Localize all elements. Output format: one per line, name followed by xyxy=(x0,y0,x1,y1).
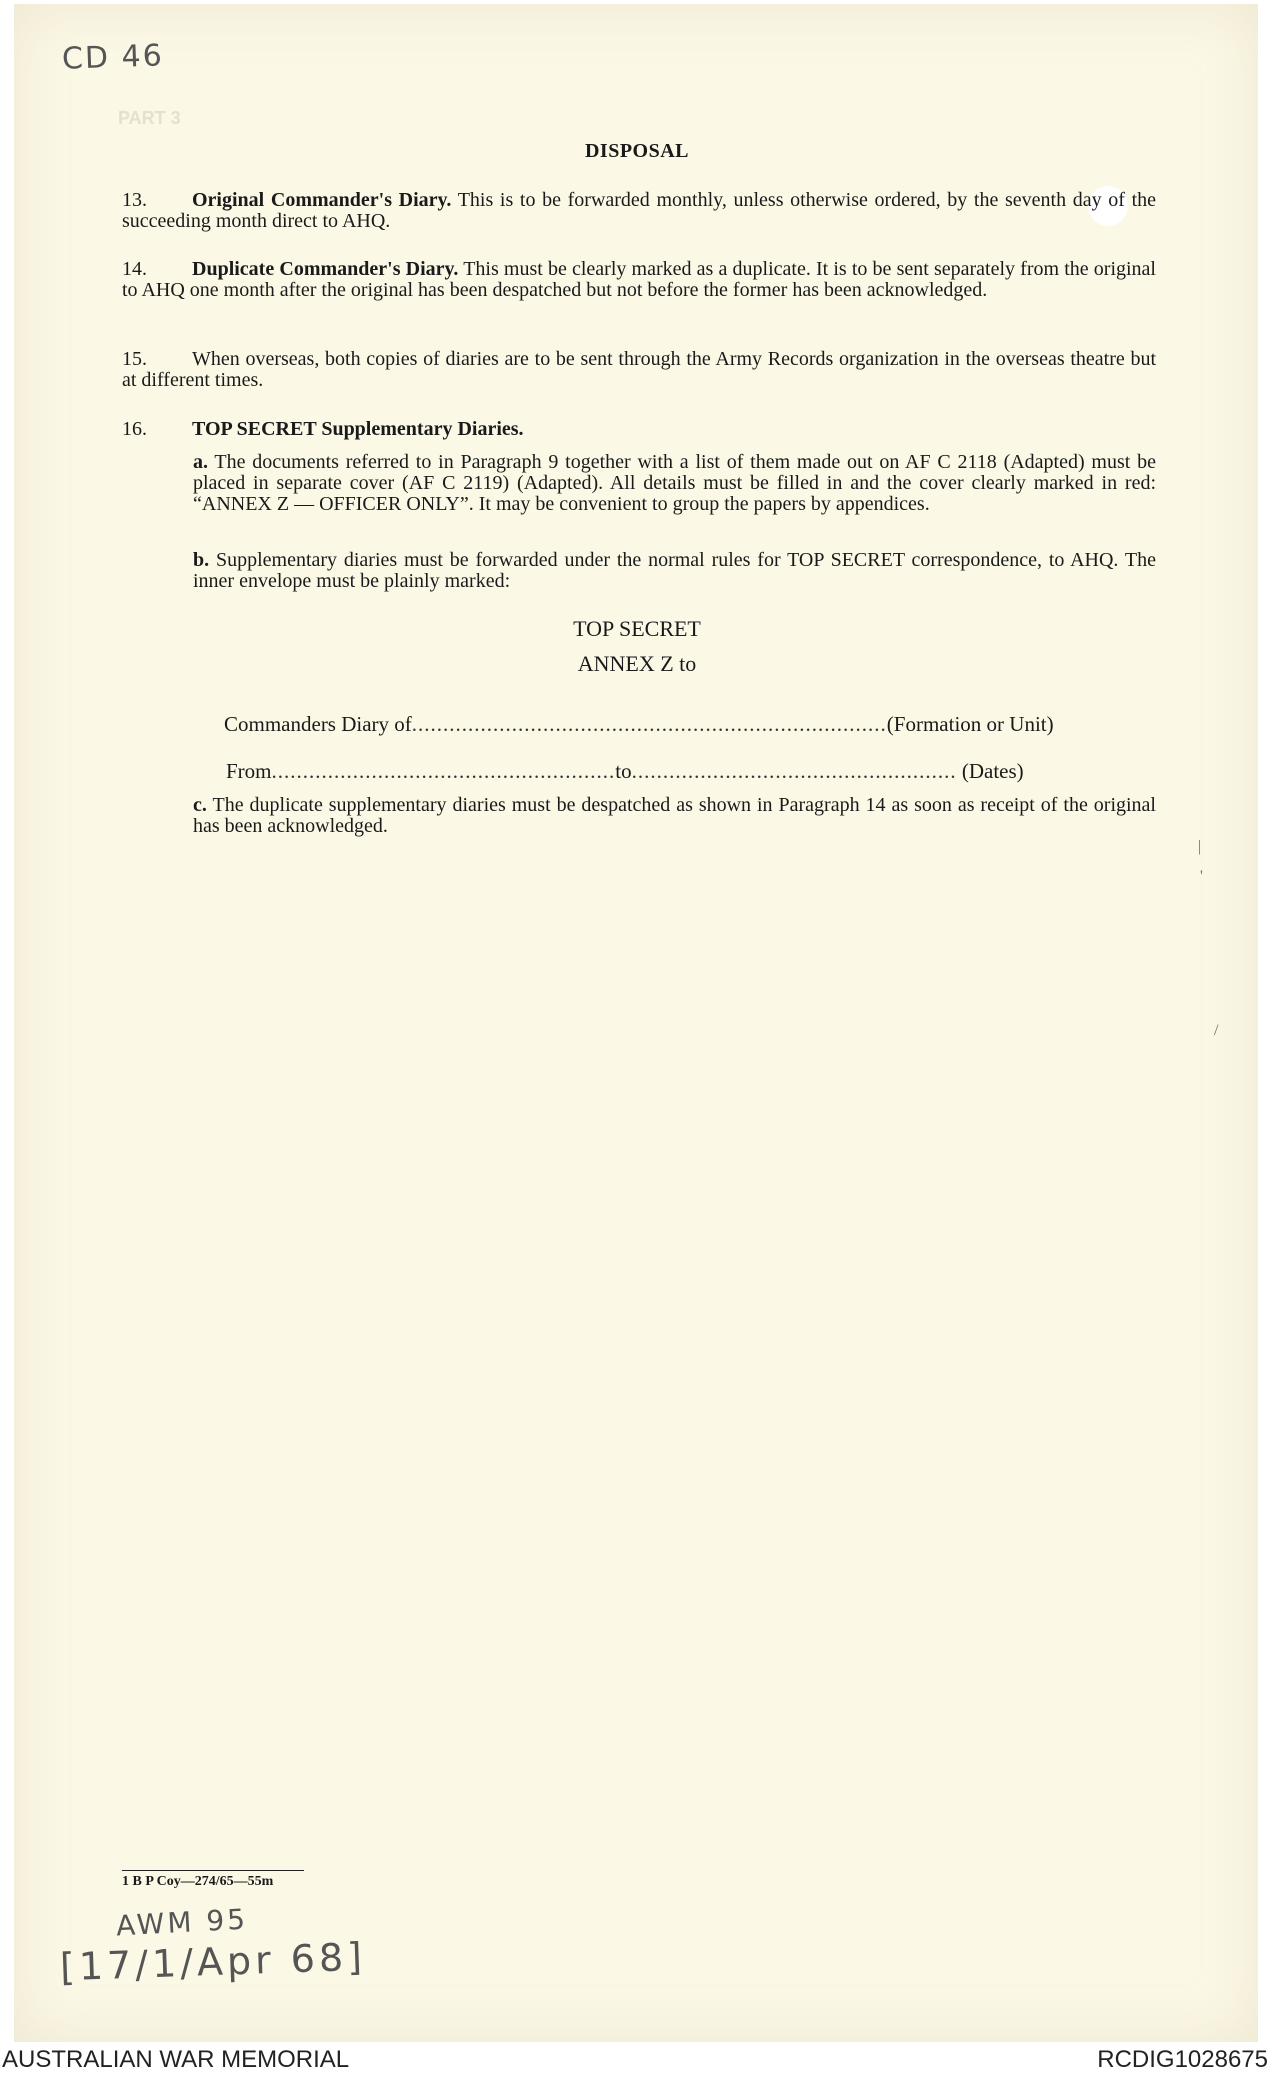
archive-name: AUSTRALIAN WAR MEMORIAL xyxy=(2,2046,350,2073)
printer-imprint: 1 B P Coy—274/65—55m xyxy=(122,1874,274,1889)
dates-line xyxy=(226,759,1024,784)
subparagraph-label: b. xyxy=(193,549,210,571)
archive-id: RCDIG1028675 xyxy=(1097,2046,1268,2073)
paragraph-heading: Duplicate Commander's Diary. xyxy=(192,258,459,280)
marking-annex-z: ANNEX Z to xyxy=(577,651,697,676)
subparagraph-text: The documents referred to in Paragraph 9 together with a list of them made out on AF C 2118 (Adapted) must be placed in separate cover (AF C 2119) (Adapted). All details must be filled in and the cover clearly marked in red: “ANNEX Z — OFFICER ONLY”. It may be convenient to group the papers by appendices. xyxy=(193,451,1156,515)
paragraph-13 xyxy=(122,190,1156,232)
subparagraph-text: The duplicate supplementary diaries must be despatched as shown in Paragraph 14 as soon as receipt of the original has been acknowledged. xyxy=(193,794,1156,837)
paragraph-text: When overseas, both copies of diaries are to be sent through the Army Records organization in the overseas theatre but at different times. xyxy=(122,348,1156,391)
paragraph-heading: TOP SECRET Supplementary Diaries. xyxy=(192,418,524,440)
paragraph-number: 16. xyxy=(122,418,147,440)
edge-tear-mark: | xyxy=(1198,838,1202,855)
paragraph-14 xyxy=(122,259,1156,301)
diary-of-label: Commanders Diary of xyxy=(224,712,412,736)
faint-header: PART 3 xyxy=(118,108,181,128)
subparagraph-label: a. xyxy=(193,451,208,473)
handwritten-item-ref: [17/1/Apr 68] xyxy=(59,1934,367,1990)
handwritten-series-ref: AWM 95 xyxy=(115,1902,249,1943)
from-blank: ....................................................... xyxy=(271,759,616,783)
paragraph-text: This is to be forwarded monthly, unless otherwise ordered, by the seventh day of the succeeding month direct to AHQ. xyxy=(122,189,1156,232)
paragraph-text: This must be clearly marked as a duplicate. It is to be sent separately from the original to AHQ one month after the original has been despatched but not before the former has been acknowledged. xyxy=(122,258,1156,301)
to-blank: .................................................... xyxy=(631,759,957,783)
paragraph-15 xyxy=(122,349,1156,391)
paragraph-number: 13. xyxy=(122,189,147,211)
section-title: DISPOSAL xyxy=(584,140,690,162)
diary-of-line xyxy=(224,712,1054,737)
marking-top-secret: TOP SECRET xyxy=(573,616,701,641)
dates-label: (Dates) xyxy=(961,759,1024,783)
from-label: From xyxy=(226,759,272,783)
edge-tear-mark: / xyxy=(1214,1022,1219,1039)
to-label: to xyxy=(615,759,632,783)
paragraph-16 xyxy=(122,418,524,441)
formation-unit-label: (Formation or Unit) xyxy=(886,712,1054,736)
paragraph-heading: Original Commander's Diary. xyxy=(192,189,452,211)
diary-of-blank: ............................................................................ xyxy=(411,712,887,736)
imprint-rule xyxy=(122,1870,304,1871)
paragraph-number: 14. xyxy=(122,258,147,280)
paragraph-16b xyxy=(193,550,1156,592)
paragraph-number: 15. xyxy=(122,348,147,370)
paragraph-16a xyxy=(193,452,1156,515)
subparagraph-text: Supplementary diaries must be forwarded under the normal rules for TOP SECRET correspondence, to AHQ. The inner envelope must be plainly marked: xyxy=(193,549,1156,592)
subparagraph-label: c. xyxy=(193,794,207,816)
handwritten-note-top: CD 46 xyxy=(61,38,165,77)
paragraph-16c xyxy=(193,795,1156,837)
document-page xyxy=(14,4,1258,2042)
edge-tear-mark: ' xyxy=(1200,868,1203,885)
